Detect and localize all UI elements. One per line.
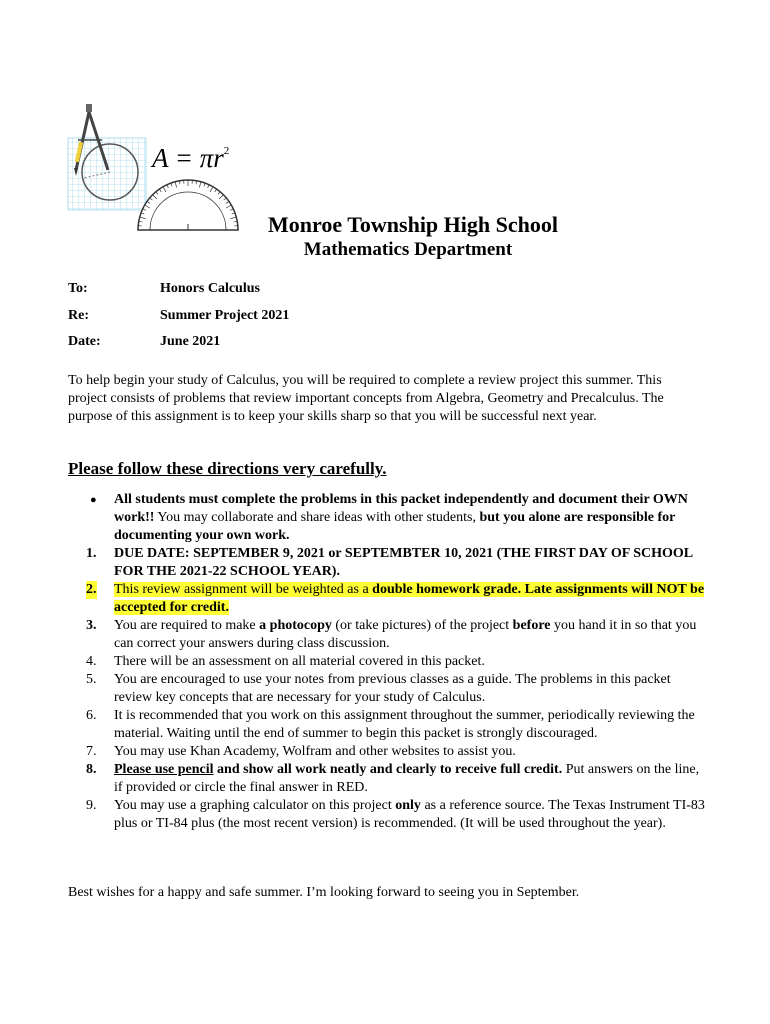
- list-item: 6. It is recommended that you work on this assignment throughout the summer, periodically reviewing the material. Waiting until the end of summer to begin this packet is strongly discouraged.: [86, 708, 695, 741]
- memo-to-value: Honors Calculus: [160, 281, 260, 296]
- list-item: 1. DUE DATE: SEPTEMBER 9, 2021 or SEPTEMBTER 10, 2021 (THE FIRST DAY OF SCHOOL FOR THE 2021-22 SCHOOL YEAR).: [86, 546, 693, 579]
- list-item: 9. You may use a graphing calculator on this project only as a reference source. The Texas Instrument TI-83 plus or TI-84 plus (the most recent version) is recommended. (It will be used throughout the year).: [86, 798, 705, 831]
- school-name: Monroe Township High School: [268, 212, 558, 237]
- intro-paragraph: To help begin your study of Calculus, you will be required to complete a review project this summer. This project consists of problems that review important concepts from Algebra, Geometry and Precalculus. The purpose of this assignment is to keep your skills sharp so that you will be successful next year.: [68, 373, 664, 424]
- list-item: 7. You may use Khan Academy, Wolfram and other websites to assist you.: [86, 744, 516, 759]
- formula-text: A = πr: [152, 143, 224, 173]
- bullet-icon: ●: [90, 494, 97, 506]
- list-item: 3. You are required to make a photocopy (or take pictures) of the project before you hand it in so that you can correct your answers during class discussion.: [86, 618, 697, 651]
- directions-list: [68, 491, 708, 833]
- protractor-icon: [138, 180, 238, 230]
- closing-line: Best wishes for a happy and safe summer. I’m looking forward to seeing you in September.: [68, 885, 580, 900]
- department-name: Mathematics Department: [303, 239, 513, 260]
- formula-exponent: 2: [223, 145, 230, 157]
- list-item: 4. There will be an assessment on all material covered in this packet.: [86, 654, 485, 669]
- directions-heading: Please follow these directions very carefully.: [68, 459, 387, 478]
- list-item: ● All students must complete the problems in this packet independently and document their OWN work!! You may collaborate and share ideas with other students, but you alone are responsible for documenting your own work.: [90, 492, 688, 543]
- memo-date-label: Date:: [68, 334, 101, 349]
- list-item-highlighted: 2. This review assignment will be weighted as a double homework grade. Late assignments will NOT be accepted for credit.: [86, 582, 705, 615]
- list-item: 5. You are encouraged to use your notes from previous classes as a guide. The problems in this packet review key concepts that are necessary for your study of Calculus.: [86, 672, 671, 705]
- memo-re-value: Summer Project 2021: [160, 308, 290, 323]
- memo-to-label: To:: [68, 281, 88, 296]
- memo-re-label: Re:: [68, 308, 89, 323]
- area-formula: [152, 143, 229, 174]
- memo-date-value: June 2021: [160, 334, 221, 349]
- list-item: 8. Please use pencil and show all work neatly and clearly to receive full credit. Put answers on the line, if provided or circle the final answer in RED.: [86, 762, 700, 795]
